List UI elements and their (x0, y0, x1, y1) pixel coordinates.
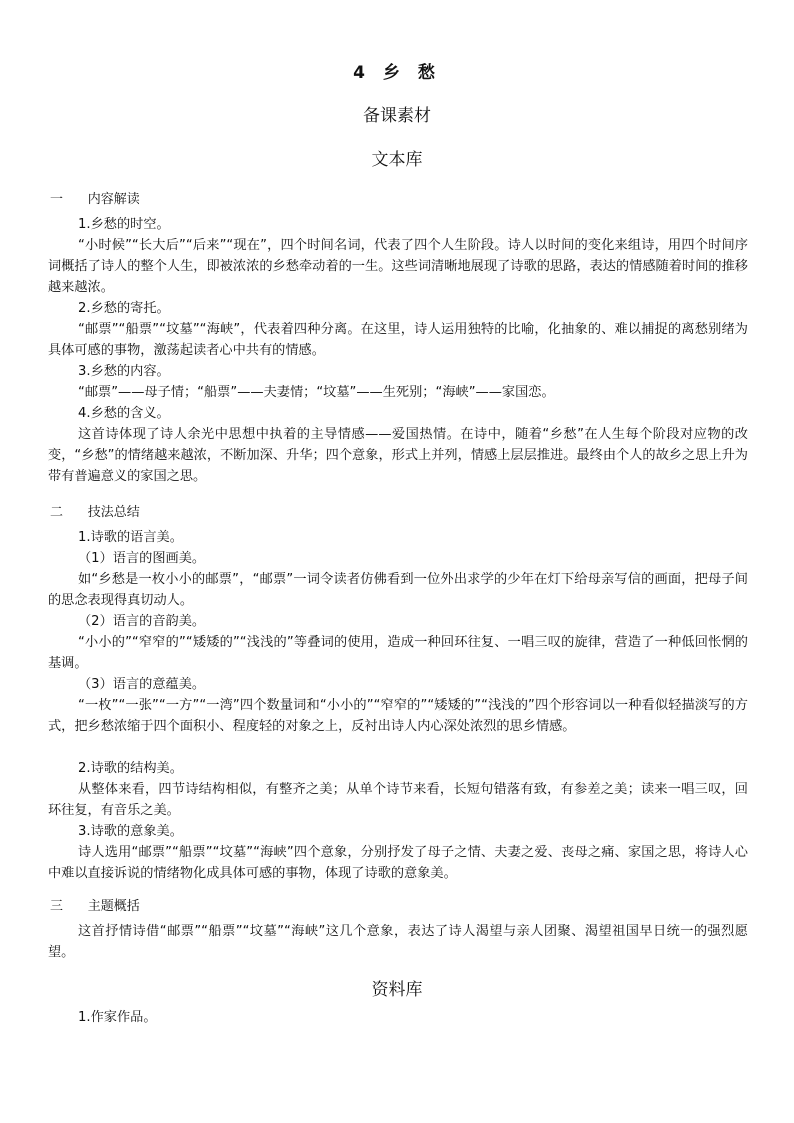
section-text-library: 文本库 (371, 150, 423, 170)
list-item: 3.乡愁的内容。 (78, 364, 170, 379)
doc-subtitle: 备课素材 (363, 106, 431, 126)
paragraph: “一枚”“一张”“一方”“一湾”四个数量词和“小小的”“窄窄的”“矮矮的”“浅浅的”四个形容词以一种看似轻描淡写的方式，把乡愁浓缩于四个面积小、程度轻的对象之上，反衬出诗人内心深处浓烈的思乡情感。 (48, 698, 748, 734)
paragraph: 如“乡愁是一枚小小的邮票”，“邮票”一词令读者仿佛看到一位外出求学的少年在灯下给母亲写信的画面，把母子间的思念表现得真切动人。 (48, 572, 748, 608)
doc-title: 4 乡 愁 (353, 63, 441, 83)
paragraph: “小小的”“窄窄的”“矮矮的”“浅浅的”等叠词的使用，造成一种回环往复、一唱三叹的旋律，营造了一种低回怅惘的基调。 (48, 635, 748, 671)
heading-content-interpretation: 一 内容解读 (50, 192, 140, 207)
list-item: 1.乡愁的时空。 (78, 217, 170, 232)
list-item: 3.诗歌的意象美。 (78, 824, 183, 839)
list-item: 4.乡愁的含义。 (78, 406, 170, 421)
paragraph: 这首诗体现了诗人余光中思想中执着的主导情感——爱国热情。在诗中，随着“乡愁”在人生每个阶段对应物的改变，“乡愁”的情绪越来越浓，不断加深、升华；四个意象，形式上并列，情感上层层推进。最终由个人的故乡之思上升为带有普遍意义的家国之思。 (48, 427, 748, 484)
list-item: 1.作家作品。 (78, 1010, 157, 1025)
paragraph: 诗人选用“邮票”“船票”“坟墓”“海峡”四个意象，分别抒发了母子之情、夫妻之爱、丧母之痛、家国之思，将诗人心中难以直接诉说的情绪物化成具体可感的事物，体现了诗歌的意象美。 (48, 845, 748, 881)
list-item: 1.诗歌的语言美。 (78, 530, 183, 545)
paragraph: “小时候”“长大后”“后来”“现在”，四个时间名词，代表了四个人生阶段。诗人以时间的变化来组诗，用四个时间序词概括了诗人的整个人生，即被浓浓的乡愁牵动着的一生。这些词清晰地展现了诗歌的思路，表达的情感随着时间的推移越来越浓。 (48, 238, 748, 295)
list-item: 2.乡愁的寄托。 (78, 301, 170, 316)
heading-theme-summary: 三 主题概括 (50, 899, 140, 914)
paragraph: “邮票”——母子情；“船票”——夫妻情；“坟墓”——生死别；“海峡”——家国恋。 (78, 385, 555, 400)
heading-technique-summary: 二 技法总结 (50, 505, 140, 520)
list-item: （3）语言的意蕴美。 (78, 677, 206, 692)
list-item: （2）语言的音韵美。 (78, 614, 206, 629)
paragraph: “邮票”“船票”“坟墓”“海峡”，代表着四种分离。在这里，诗人运用独特的比喻，化抽象的、难以捕捉的离愁别绪为具体可感的事物，激荡起读者心中共有的情感。 (48, 322, 748, 358)
list-item: 2.诗歌的结构美。 (78, 761, 183, 776)
section-material-library: 资料库 (371, 980, 423, 1000)
paragraph: 从整体来看，四节诗结构相似，有整齐之美；从单个诗节来看，长短句错落有致，有参差之美；读来一唱三叹，回环往复，有音乐之美。 (48, 782, 748, 818)
list-item: （1）语言的图画美。 (78, 551, 206, 566)
paragraph: 这首抒情诗借“邮票”“船票”“坟墓”“海峡”这几个意象，表达了诗人渴望与亲人团聚、渴望祖国早日统一的强烈愿望。 (48, 924, 748, 960)
